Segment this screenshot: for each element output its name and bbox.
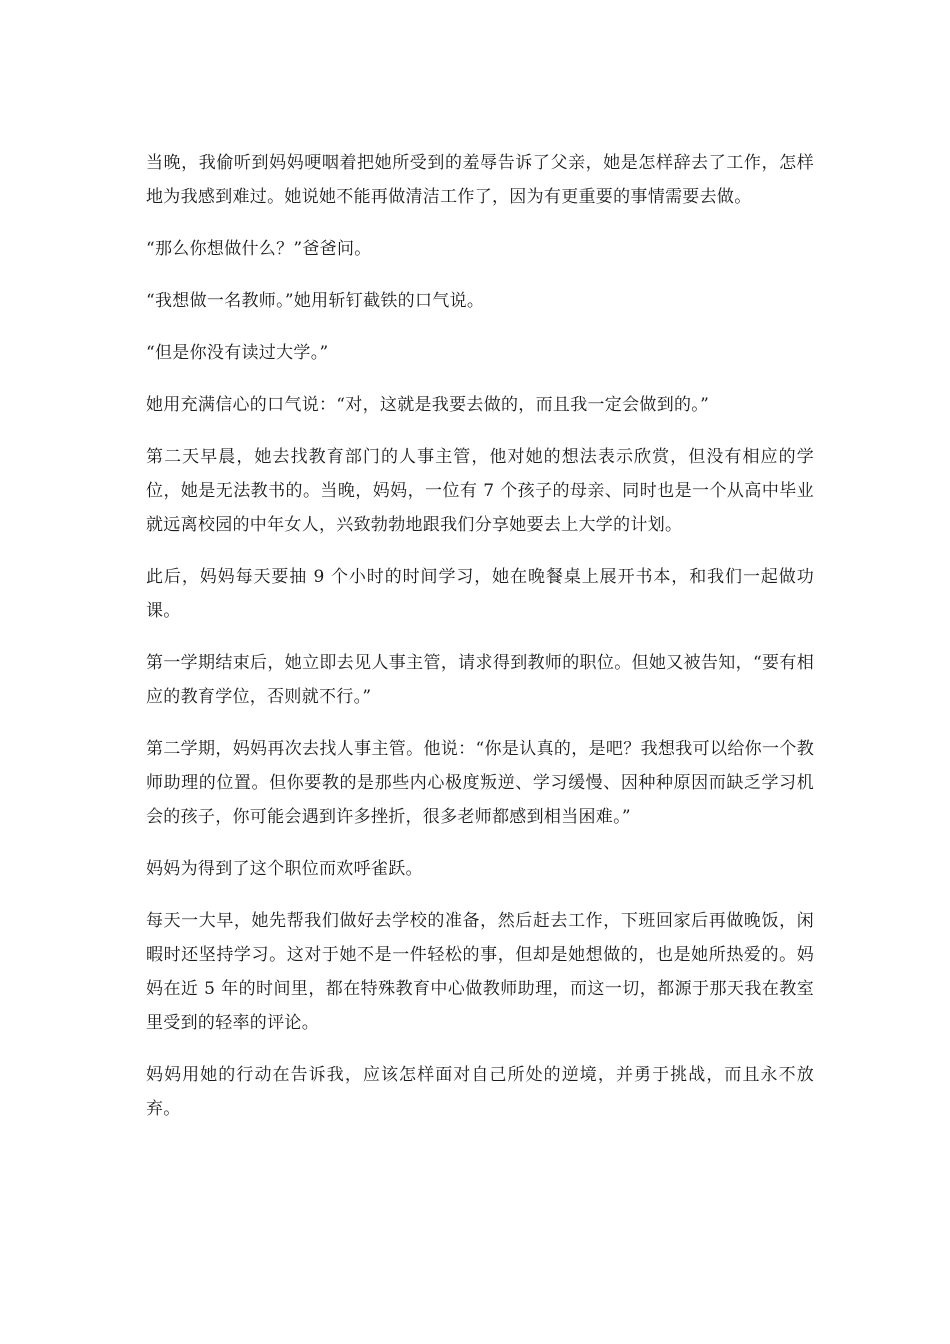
paragraph-5: 她用充满信心的口气说：“对，这就是我要去做的，而且我一定会做到的。” [146,395,710,415]
paragraph-8: 第一学期结束后，她立即去见人事主管，请求得到教师的职位。但她又被告知，“要有相应的教育学位，否则就不行。” [146,653,814,707]
paragraph-1: 当晚，我偷听到妈妈哽咽着把她所受到的羞辱告诉了父亲，她是怎样辞去了工作，怎样地为我感到难过。她说她不能再做清洁工作了，因为有更重要的事情需要去做。 [146,153,814,207]
paragraph-11: 每天一大早，她先帮我们做好去学校的准备，然后赶去工作，下班回家后再做晚饭，闲暇时还坚持学习。这对于她不是一件轻松的事，但却是她想做的，也是她所热爱的。妈妈在近 5 年的时间里，都在特殊教育中心做教师助理，而这一切，都源于那天我在教室里受到的轻率的评论。 [146,911,814,1033]
paragraph-10: 妈妈为得到了这个职位而欢呼雀跃。 [146,859,423,879]
paragraph-9: 第二学期，妈妈再次去找人事主管。他说：“你是认真的，是吧？我想我可以给你一个教师助理的位置。但你要教的是那些内心极度叛逆、学习缓慢、因种种原因而缺乏学习机会的孩子，你可能会遇到许多挫折，很多老师都感到相当困难。” [146,739,814,827]
paragraph-3: “我想做一名教师。”她用斩钉截铁的口气说。 [146,291,485,311]
paragraph-6: 第二天早晨，她去找教育部门的人事主管，他对她的想法表示欣赏，但没有相应的学位，她是无法教书的。当晚，妈妈，一位有 7 个孩子的母亲、同时也是一个从高中毕业就远离校园的中年女人，兴致勃勃地跟我们分享她要去上大学的计划。 [146,447,814,535]
document-body [146,146,814,1126]
paragraph-12: 妈妈用她的行动在告诉我，应该怎样面对自己所处的逆境，并勇于挑战，而且永不放弃。 [146,1065,814,1119]
paragraph-4: “但是你没有读过大学。” [146,343,329,363]
paragraph-7: 此后，妈妈每天要抽 9 个小时的时间学习，她在晚餐桌上展开书本，和我们一起做功课。 [146,567,814,621]
paragraph-2: “那么你想做什么？”爸爸问。 [146,239,372,259]
